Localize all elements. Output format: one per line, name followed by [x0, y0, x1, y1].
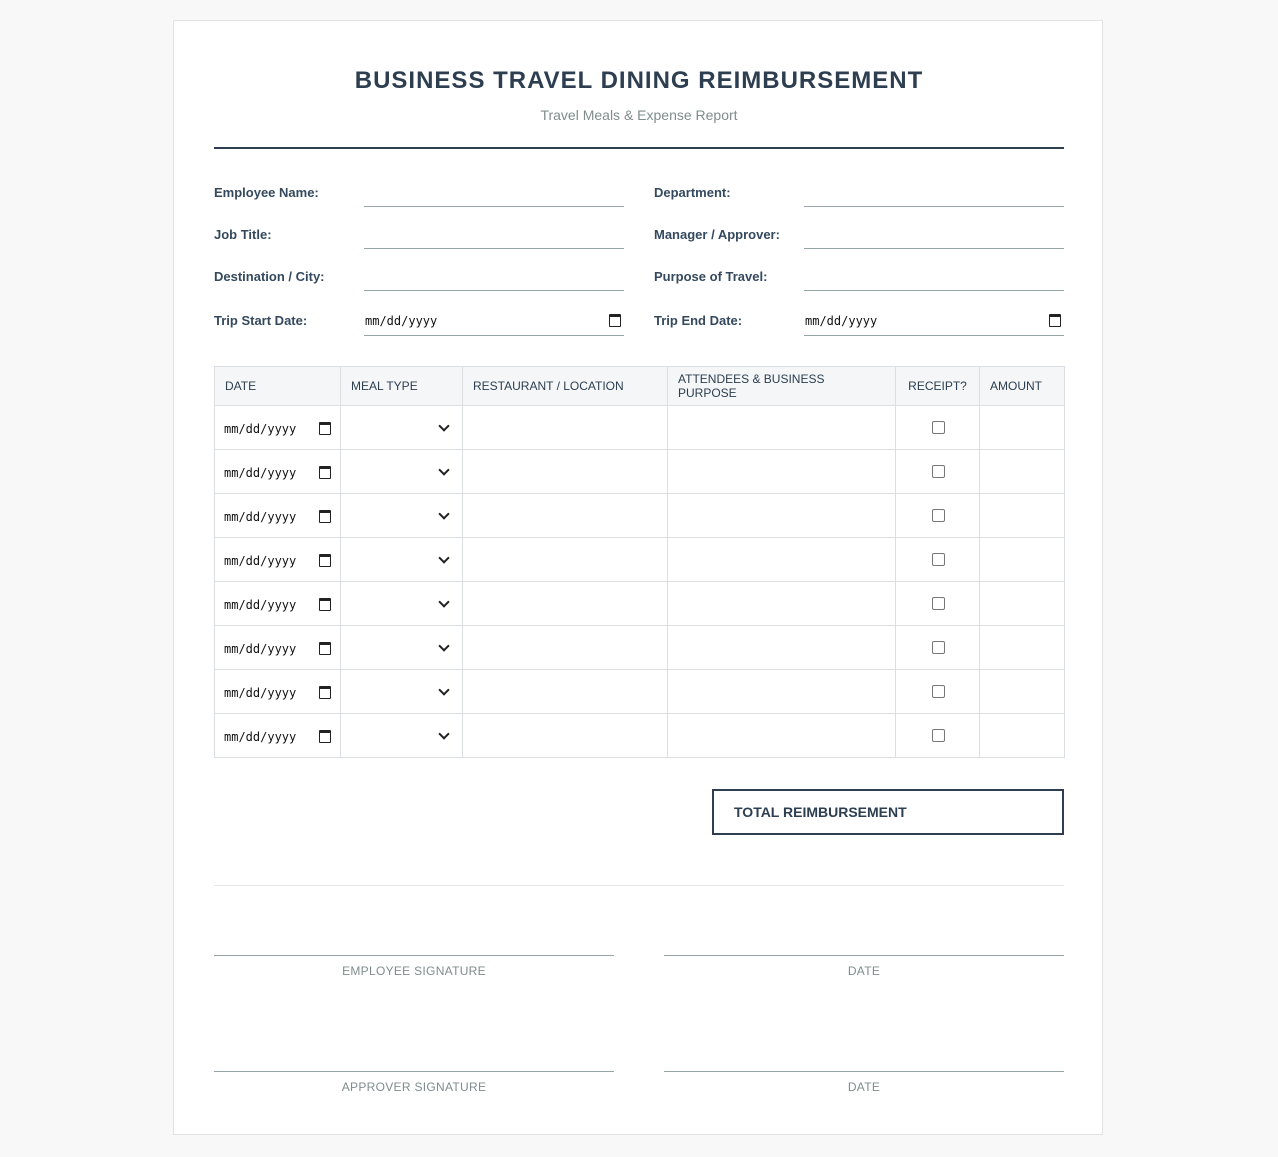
header-divider — [214, 147, 1064, 149]
date-cell[interactable] — [215, 626, 341, 670]
table-body — [215, 406, 1065, 758]
amount-cell[interactable] — [980, 714, 1065, 758]
total-reimbursement-label: TOTAL REIMBURSEMENT — [734, 804, 907, 820]
chevron-down-icon[interactable] — [438, 596, 449, 607]
meal-type-select[interactable] — [341, 626, 463, 670]
meal-type-select[interactable] — [341, 670, 463, 714]
attendees-cell[interactable] — [668, 406, 896, 450]
job-title-input[interactable] — [364, 221, 624, 249]
date-cell[interactable] — [215, 714, 341, 758]
trip-start-date-placeholder: mm/dd/yyyy — [365, 314, 438, 328]
restaurant-cell[interactable] — [463, 406, 668, 450]
calendar-icon[interactable] — [319, 510, 331, 523]
restaurant-cell[interactable] — [463, 714, 668, 758]
attendees-cell[interactable] — [668, 714, 896, 758]
manager-field — [654, 221, 1064, 251]
restaurant-cell[interactable] — [463, 582, 668, 626]
restaurant-cell[interactable] — [463, 670, 668, 714]
table-row — [215, 406, 1065, 450]
attendees-cell[interactable] — [668, 538, 896, 582]
table-row — [215, 494, 1065, 538]
trip-end-label: Trip End Date: — [654, 313, 743, 328]
trip-start-field — [214, 306, 624, 336]
chevron-down-icon[interactable] — [438, 508, 449, 519]
column-header-attendees: ATTENDEES & BUSINESS PURPOSE — [668, 367, 896, 406]
table-row — [215, 538, 1065, 582]
meal-type-select[interactable] — [341, 494, 463, 538]
manager-input[interactable] — [804, 221, 1064, 249]
receipt-cell — [896, 494, 980, 538]
department-input[interactable] — [804, 179, 1064, 207]
approver-signature-block[interactable] — [214, 1071, 614, 1094]
date-cell[interactable] — [215, 406, 341, 450]
receipt-checkbox[interactable] — [932, 509, 945, 522]
restaurant-cell[interactable] — [463, 538, 668, 582]
attendees-cell[interactable] — [668, 582, 896, 626]
date-placeholder: mm/dd/yyyy — [224, 642, 297, 656]
employee-date-line[interactable] — [664, 955, 1064, 956]
calendar-icon[interactable] — [1049, 314, 1061, 327]
date-cell[interactable] — [215, 538, 341, 582]
table-row — [215, 626, 1065, 670]
restaurant-cell[interactable] — [463, 450, 668, 494]
table-row — [215, 450, 1065, 494]
destination-input[interactable] — [364, 263, 624, 291]
receipt-cell — [896, 582, 980, 626]
meal-type-select[interactable] — [341, 450, 463, 494]
meal-type-select[interactable] — [341, 714, 463, 758]
column-header-meal-type: MEAL TYPE — [341, 367, 463, 406]
attendees-cell[interactable] — [668, 450, 896, 494]
employee-name-label: Employee Name: — [214, 185, 319, 200]
approver-date-line[interactable] — [664, 1071, 1064, 1072]
employee-signature-line[interactable] — [214, 955, 614, 956]
approver-signature-line[interactable] — [214, 1071, 614, 1072]
date-placeholder: mm/dd/yyyy — [224, 730, 297, 744]
date-placeholder: mm/dd/yyyy — [224, 686, 297, 700]
chevron-down-icon[interactable] — [438, 420, 449, 431]
purpose-field — [654, 263, 1064, 293]
reimbursement-form — [173, 20, 1103, 1135]
receipt-checkbox[interactable] — [932, 729, 945, 742]
receipt-cell — [896, 406, 980, 450]
date-cell[interactable] — [215, 450, 341, 494]
trip-start-date-input[interactable] — [364, 306, 624, 336]
chevron-down-icon[interactable] — [438, 640, 449, 651]
total-reimbursement-box — [712, 789, 1064, 835]
job-title-label: Job Title: — [214, 227, 272, 242]
meal-type-select[interactable] — [341, 538, 463, 582]
amount-cell[interactable] — [980, 582, 1065, 626]
date-cell[interactable] — [215, 582, 341, 626]
amount-cell[interactable] — [980, 670, 1065, 714]
restaurant-cell[interactable] — [463, 626, 668, 670]
attendees-cell[interactable] — [668, 494, 896, 538]
employee-name-field — [214, 179, 624, 209]
date-placeholder: mm/dd/yyyy — [224, 422, 297, 436]
attendees-cell[interactable] — [668, 670, 896, 714]
column-header-receipt: RECEIPT? — [896, 367, 980, 406]
destination-field — [214, 263, 624, 293]
calendar-icon[interactable] — [319, 730, 331, 743]
receipt-checkbox[interactable] — [932, 597, 945, 610]
destination-label: Destination / City: — [214, 269, 325, 284]
purpose-input[interactable] — [804, 263, 1064, 291]
department-field — [654, 179, 1064, 209]
job-title-field — [214, 221, 624, 251]
column-header-restaurant: RESTAURANT / LOCATION — [463, 367, 668, 406]
approver-date-label: DATE — [847, 1080, 881, 1094]
date-placeholder: mm/dd/yyyy — [224, 598, 297, 612]
receipt-cell — [896, 450, 980, 494]
table-row — [215, 582, 1065, 626]
receipt-checkbox[interactable] — [932, 685, 945, 698]
receipt-cell — [896, 538, 980, 582]
receipt-cell — [896, 670, 980, 714]
chevron-down-icon[interactable] — [438, 684, 449, 695]
attendees-cell[interactable] — [668, 626, 896, 670]
signature-divider — [214, 885, 1064, 886]
department-label: Department: — [654, 185, 731, 200]
manager-label: Manager / Approver: — [654, 227, 780, 242]
trip-end-date-placeholder: mm/dd/yyyy — [805, 314, 878, 328]
trip-start-label: Trip Start Date: — [214, 313, 308, 328]
calendar-icon[interactable] — [319, 642, 331, 655]
restaurant-cell[interactable] — [463, 494, 668, 538]
amount-cell[interactable] — [980, 626, 1065, 670]
trip-end-field — [654, 306, 1064, 336]
calendar-icon[interactable] — [319, 422, 331, 435]
purpose-label: Purpose of Travel: — [654, 269, 768, 284]
date-placeholder: mm/dd/yyyy — [224, 466, 297, 480]
approver-signature-label: APPROVER SIGNATURE — [341, 1080, 487, 1094]
employee-signature-label: EMPLOYEE SIGNATURE — [342, 964, 486, 978]
employee-date-label: DATE — [847, 964, 881, 978]
chevron-down-icon[interactable] — [438, 552, 449, 563]
calendar-icon[interactable] — [319, 466, 331, 479]
table-row — [215, 714, 1065, 758]
amount-cell[interactable] — [980, 494, 1065, 538]
form-title: BUSINESS TRAVEL DINING REIMBURSEMENT — [354, 67, 924, 94]
receipt-checkbox[interactable] — [932, 421, 945, 434]
approver-date-block[interactable] — [664, 1071, 1064, 1094]
meal-type-select[interactable] — [341, 406, 463, 450]
employee-signature-block[interactable] — [214, 955, 614, 978]
table-header-row — [215, 367, 1065, 406]
amount-cell[interactable] — [980, 450, 1065, 494]
column-header-date: DATE — [215, 367, 341, 406]
date-cell[interactable] — [215, 670, 341, 714]
receipt-cell — [896, 626, 980, 670]
meal-expense-table — [214, 366, 1065, 758]
table-row — [215, 670, 1065, 714]
calendar-icon[interactable] — [319, 598, 331, 611]
form-subtitle: Travel Meals & Expense Report — [540, 107, 738, 123]
employee-name-input[interactable] — [364, 179, 624, 207]
receipt-checkbox[interactable] — [932, 553, 945, 566]
trip-end-date-input[interactable] — [804, 306, 1064, 336]
calendar-icon[interactable] — [319, 686, 331, 699]
meal-type-select[interactable] — [341, 582, 463, 626]
employee-date-block[interactable] — [664, 955, 1064, 978]
amount-cell[interactable] — [980, 406, 1065, 450]
chevron-down-icon[interactable] — [438, 464, 449, 475]
date-cell[interactable] — [215, 494, 341, 538]
chevron-down-icon[interactable] — [438, 728, 449, 739]
calendar-icon[interactable] — [319, 554, 331, 567]
receipt-checkbox[interactable] — [932, 465, 945, 478]
column-header-amount: AMOUNT — [980, 367, 1065, 406]
receipt-checkbox[interactable] — [932, 641, 945, 654]
date-placeholder: mm/dd/yyyy — [224, 510, 297, 524]
date-placeholder: mm/dd/yyyy — [224, 554, 297, 568]
calendar-icon[interactable] — [609, 314, 621, 327]
receipt-cell — [896, 714, 980, 758]
amount-cell[interactable] — [980, 538, 1065, 582]
